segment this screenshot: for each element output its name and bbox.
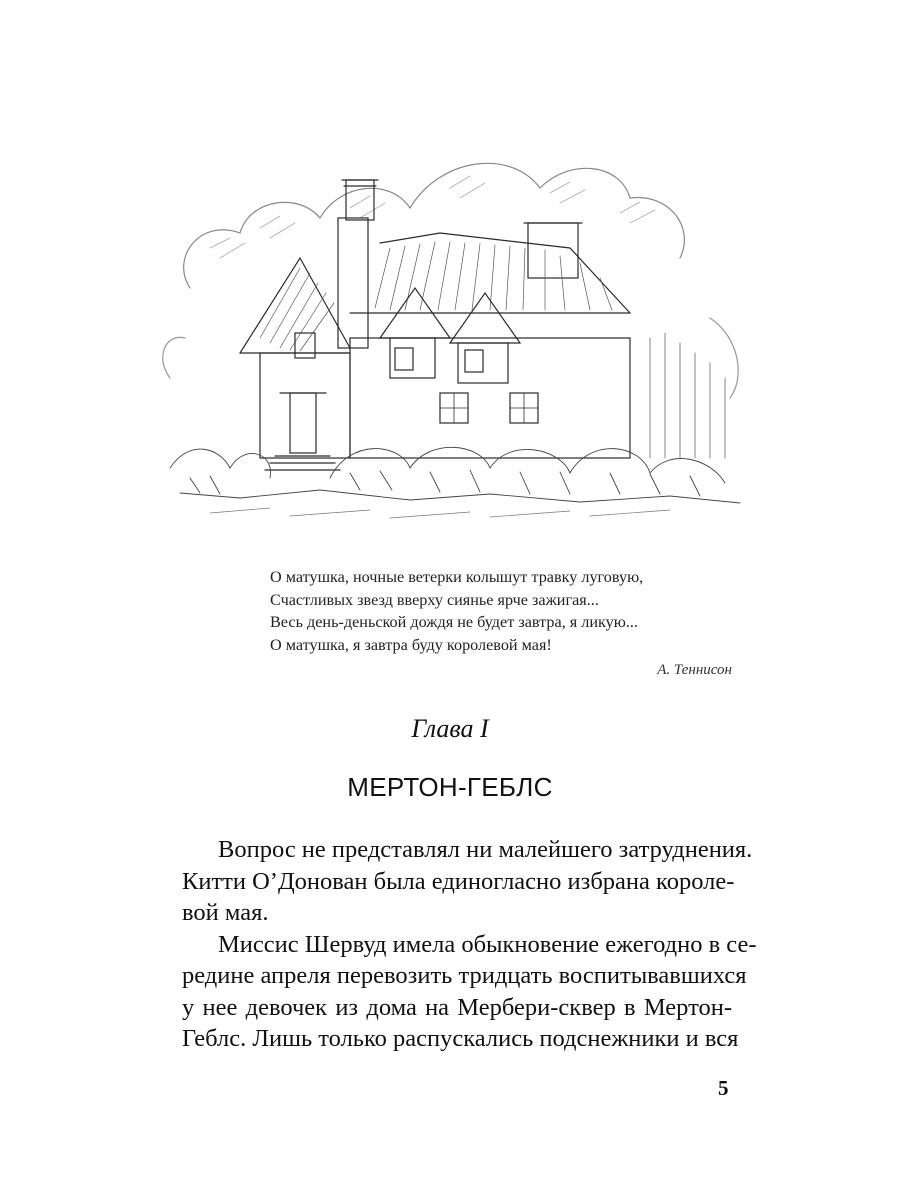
body-line: вой мая. — [182, 899, 269, 926]
body-line: редине апреля перевозить тридцать воспитывавшихся — [182, 962, 747, 989]
body-line: Вопрос не представлял ни малейшего затруднения. — [218, 836, 753, 863]
house-illustration — [150, 138, 750, 528]
body-line: Миссис Шервуд имела обыкновение ежегодно в се- — [218, 930, 757, 958]
chapter-label: Глава I — [411, 714, 489, 743]
body-line: Геблс. Лишь только распускались подснежники и вся — [182, 1025, 739, 1052]
page-number: 5 — [718, 1076, 729, 1100]
body-text — [182, 834, 757, 1055]
chapter-title: МЕРТОН-ГЕБЛС — [347, 772, 553, 802]
epigraph — [270, 566, 732, 682]
epigraph-line: О матушка, ночные ветерки колышут травку луговую, — [270, 568, 644, 586]
body-line: у нее девочек из дома на Мербери-сквер в Мертон- — [182, 993, 732, 1021]
epigraph-author: А. Теннисон — [657, 662, 732, 679]
epigraph-line: О матушка, я завтра буду королевой мая! — [270, 635, 552, 654]
epigraph-line: Весь день-деньской дождя не будет завтра, я ликую... — [270, 613, 638, 632]
body-line: Китти О’Донован была единогласно избрана короле- — [182, 867, 735, 895]
epigraph-line: Счастливых звезд вверху сиянье ярче зажигая... — [270, 590, 599, 609]
